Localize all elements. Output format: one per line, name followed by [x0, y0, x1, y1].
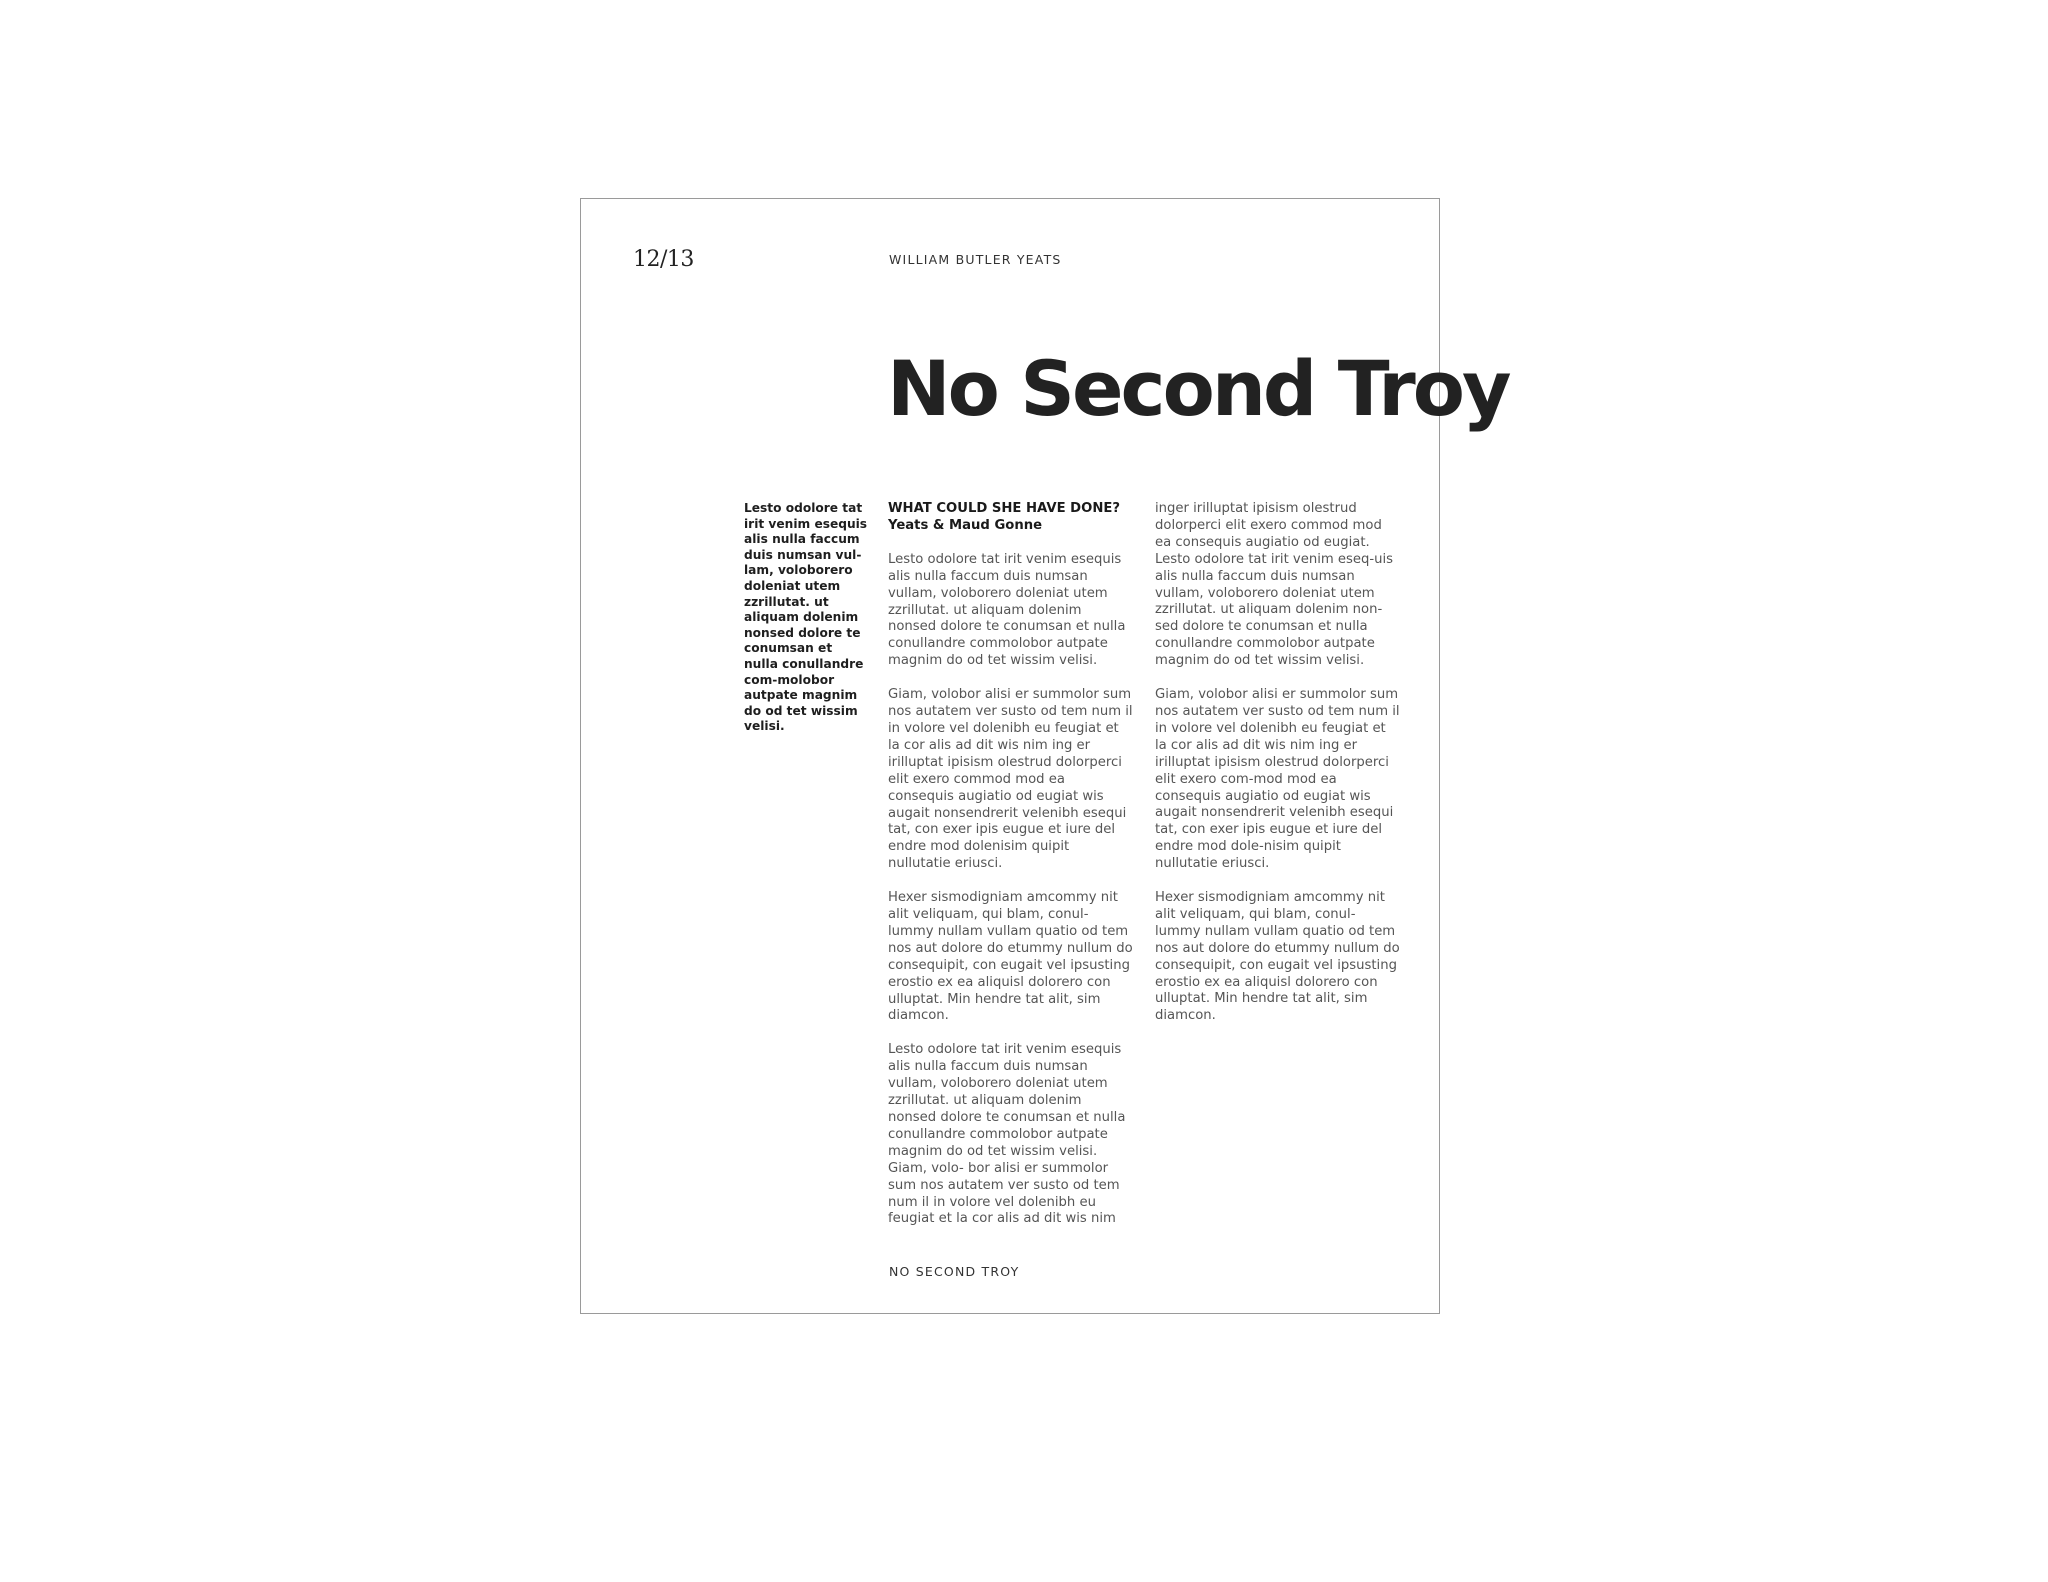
sidebar-pull-note: Lesto odolore tat irit venim esequis alis nulla faccum duis numsan vul-lam, voloborero doleniat utem zzrillutat. ut aliquam dolenim nonsed dolore te conumsan et nulla conullandre com-molobor autpate magnim do od tet wissim velisi.: [744, 501, 868, 734]
section-heading: WHAT COULD SHE HAVE DONE?: [888, 501, 1121, 516]
body-paragraph: Giam, volobor alisi er summolor sum nos autatem ver susto od tem num il in volore vel dolenibh eu feugiat et la cor alis ad dit wis nim ing er irilluptat ipisism olestrud dolorperci elit exero commod mod ea consequis augiatio od eugiat wis augait nonsendrerit velenibh esequi tat, con exer ipis eugue et iure del endre mod dolenisim quipit nullutatie eriusci.: [888, 687, 1133, 872]
body-paragraph: Lesto odolore tat irit venim esequis alis nulla faccum duis numsan vullam, voloborero doleniat utem zzrillutat. ut aliquam dolenim nonsed dolore te conumsan et nulla conullandre commolobor autpate magnim do od tet wissim velisi. Giam, volo- bor alisi er summolor sum nos autatem ver susto od tem num il in volore vel dolenibh eu feugiat et la cor alis ad dit wis nim: [888, 1042, 1126, 1227]
running-head-author: WILLIAM BUTLER YEATS: [889, 252, 1062, 267]
text-column-1: [888, 501, 1133, 1245]
body-paragraph: Giam, volobor alisi er summolor sum nos autatem ver susto od tem num il in volore vel dolenibh eu feugiat et la cor alis ad dit wis nim ing er irilluptat ipisism olestrud dolorperci elit exero com-mod mod ea consequis augiatio od eugiat wis augait nonsendrerit velenibh esequi tat, con exer ipis eugue et iure del endre mod dole-nisim quipit nullutatie eriusci.: [1155, 687, 1400, 872]
section-subheading: Yeats & Maud Gonne: [888, 517, 1043, 533]
body-paragraph: Hexer sismodigniam amcommy nit alit veliquam, qui blam, conul-lummy nullam vullam quatio od tem nos aut dolore do etummy nullum do consequipit, con eugait vel ipsusting erostio ex ea aliquisl dolorero con ulluptat. Min hendre tat alit, sim diamcon.: [888, 890, 1133, 1024]
article-title: No Second Troy: [887, 344, 1509, 433]
magazine-page: [580, 198, 1509, 1314]
body-paragraph: Lesto odolore tat irit venim esequis alis nulla faccum duis numsan vullam, voloborero doleniat utem zzrillutat. ut aliquam dolenim nonsed dolore te conumsan et nulla conullandre commolobor autpate magnim do od tet wissim velisi.: [888, 551, 1126, 669]
text-column-2: [1155, 501, 1400, 1042]
page-number: 12/13: [633, 247, 694, 272]
body-paragraph: Hexer sismodigniam amcommy nit alit veliquam, qui blam, conul-lummy nullam vullam quatio od tem nos aut dolore do etummy nullum do consequipit, con eugait vel ipsusting erostio ex ea aliquisl dolorero con ulluptat. Min hendre tat alit, sim diamcon.: [1155, 890, 1400, 1024]
running-foot-title: NO SECOND TROY: [889, 1264, 1020, 1279]
body-paragraph: inger irilluptat ipisism olestrud dolorperci elit exero commod mod ea consequis augiatio od eugiat. Lesto odolore tat irit venim eseq-uis alis nulla faccum duis numsan vullam, voloborero doleniat utem zzrillutat. ut aliquam dolenim non-sed dolore te conumsan et nulla conullandre commolobor autpate magnim do od tet wissim velisi.: [1155, 501, 1394, 669]
